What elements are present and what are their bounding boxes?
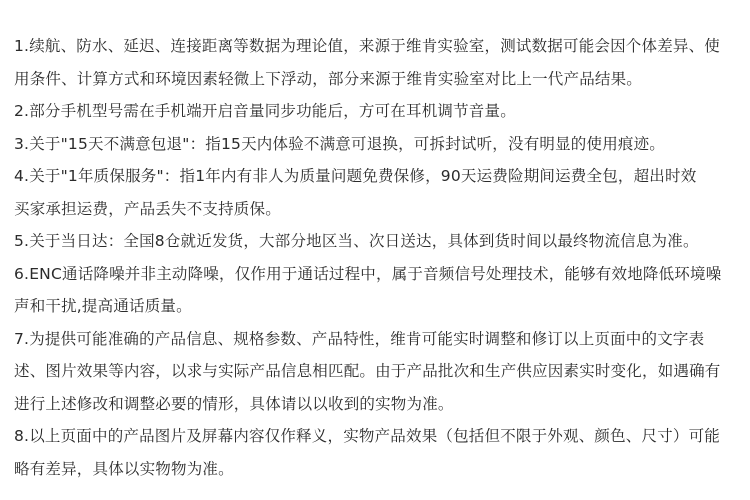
note-7-line-3: 进行上述修改和调整必要的情形，具体请以以收到的实物为准。: [14, 394, 454, 413]
note-6-line-1: 6.ENC通话降噪并非主动降噪，仅作用于通话过程中，属于音频信号处理技术，能够有效地降低环境噪: [14, 264, 722, 283]
note-7-line-1: 7.为提供可能准确的产品信息、规格参数、产品特性，维肯可能实时调整和修订以上页面中的文字表: [14, 329, 705, 348]
note-1-line-1: 1.续航、防水、延迟、连接距离等数据为理论值，来源于维肯实验室，测试数据可能会因个体差异、使: [14, 37, 720, 55]
note-5: 5.关于当日达：全国8仓就近发货，大部分地区当、次日送达，具体到货时间以最终物流信息为准。: [14, 232, 699, 250]
note-1-line-2: 用条件、计算方式和环境因素轻微上下浮动，部分来源于维肯实验室对比上一代产品结果。: [14, 69, 643, 88]
note-4-line-2: 买家承担运费，产品丢失不支持质保。: [14, 199, 281, 218]
note-4-line-1: 4.关于"1年质保服务"：指1年内有非人为质量问题免费保修，90天运费险期间运费全包，超出时效: [14, 167, 697, 185]
note-2: 2.部分手机型号需在手机端开启音量同步功能后，方可在耳机调节音量。: [14, 102, 516, 120]
note-3: 3.关于"15天不满意包退"：指15天内体验不满意可退换，可拆封试听，没有明显的使用痕迹。: [14, 134, 665, 153]
note-8-line-1: 8.以上页面中的产品图片及屏幕内容仅作释义，实物产品效果（包括但不限于外观、颜色、尺寸）可能: [14, 427, 720, 445]
note-8-line-2: 略有差异，具体以实物物为准。: [14, 459, 234, 478]
note-6-line-2: 声和干扰,提高通话质量。: [14, 297, 192, 315]
note-7-line-2: 述、图片效果等内容，以求与实际产品信息相匹配。由于产品批次和生产供应因素实时变化，如遇确有: [14, 362, 721, 380]
